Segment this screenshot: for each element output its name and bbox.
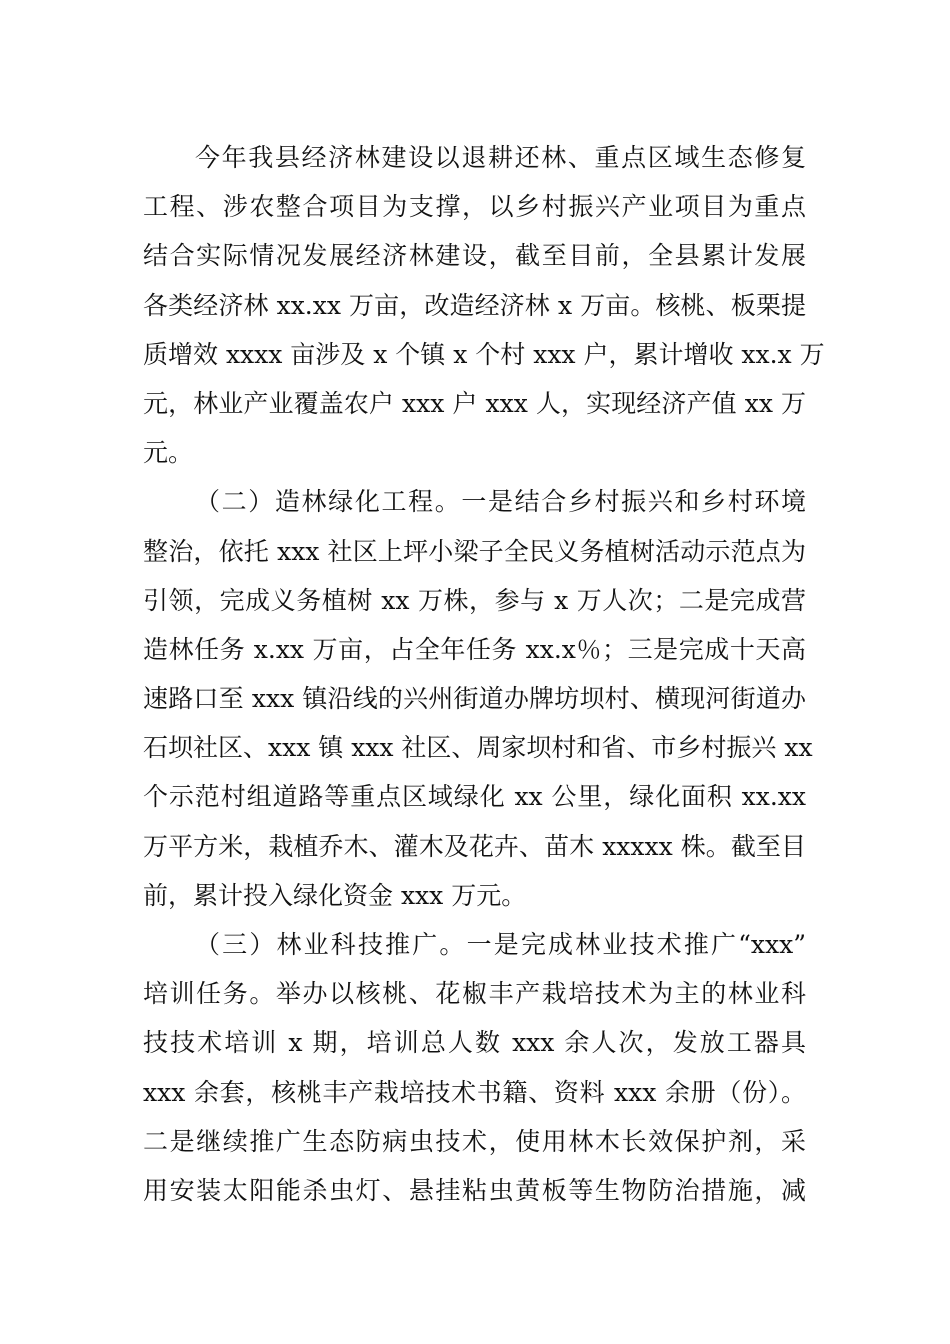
paragraph-line: 培训任务。举办以核桃、花椒丰产栽培技术为主的林业科	[143, 979, 806, 1009]
paragraph-line: 技技术培训 x 期，培训总人数 xxx 余人次，发放工器具	[143, 1028, 806, 1058]
paragraph-line: 质增效 xxxx 亩涉及 x 个镇 x 个村 xxx 户，累计增收 xx.x 万	[143, 339, 825, 369]
paragraph-line: 石坝社区、xxx 镇 xxx 社区、周家坝村和省、市乡村振兴 xx	[143, 733, 813, 763]
paragraph-line: xxx 余套，核桃丰产栽培技术书籍、资料 xxx 余册（份）。	[143, 1077, 806, 1107]
paragraph-line: 各类经济林 xx.xx 万亩，改造经济林 x 万亩。核桃、板栗提	[143, 290, 806, 320]
paragraph-line: 今年我县经济林建设以退耕还林、重点区域生态修复	[195, 143, 806, 172]
paragraph-line-last: 前，累计投入绿化资金 xxx 万元。	[143, 880, 527, 910]
paragraph-line: 个示范村组道路等重点区域绿化 xx 公里，绿化面积 xx.xx	[143, 782, 806, 812]
paragraph-line: 整治，依托 xxx 社区上坪小梁子全民义务植树活动示范点为	[143, 536, 806, 566]
paragraph-line: 速路口至 xxx 镇沿线的兴州街道办牌坊坝村、横现河街道办	[143, 684, 806, 714]
paragraph-line: 工程、涉农整合项目为支撑，以乡村振兴产业项目为重点	[143, 192, 806, 222]
paragraph-line-last: 元。	[143, 438, 194, 468]
paragraph-line: 二是继续推广生态防病虫技术，使用林木长效保护剂，采	[143, 1126, 806, 1156]
paragraph-line: 引领，完成义务植树 xx 万株，参与 x 万人次；二是完成营	[143, 585, 806, 615]
section-heading-line: （三）林业科技推广。一是完成林业技术推广“xxx”	[195, 930, 806, 959]
paragraph-line: 结合实际情况发展经济林建设，截至目前，全县累计发展	[143, 241, 806, 271]
paragraph-line: 万平方米，栽植乔木、灌木及花卉、苗木 xxxxx 株。截至目	[143, 831, 806, 861]
paragraph-line: 造林任务 x.xx 万亩，占全年任务 xx.x％；三是完成十天高	[143, 634, 806, 664]
paragraph-line: 元，林业产业覆盖农户 xxx 户 xxx 人，实现经济产值 xx 万	[143, 388, 806, 418]
document-body	[143, 133, 825, 1215]
paragraph-line: 用安装太阳能杀虫灯、悬挂粘虫黄板等生物防治措施，减	[143, 1175, 806, 1205]
section-heading-line: （二）造林绿化工程。一是结合乡村振兴和乡村环境	[195, 487, 806, 517]
